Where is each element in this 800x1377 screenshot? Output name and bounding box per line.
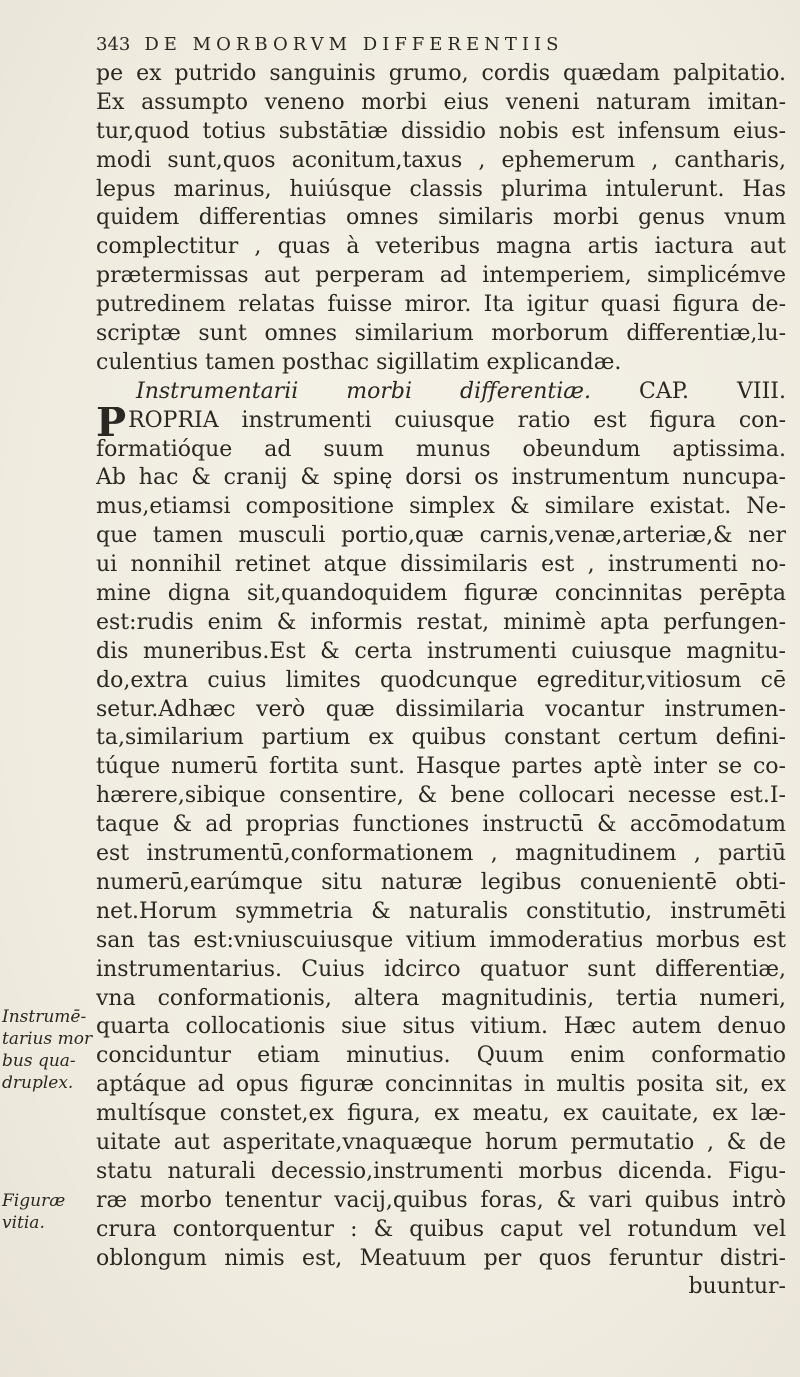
text-line: vna conformationis, altera magnitudinis, tertia numeri, bbox=[96, 985, 786, 1011]
text-line: culentius tamen posthac sigillatim explicandæ. bbox=[96, 349, 622, 375]
chapter-label: CAP. VIII. bbox=[638, 378, 786, 404]
text-line: scriptæ sunt omnes similarium morborum differentiæ,lu- bbox=[96, 321, 786, 347]
page-number: 343 bbox=[96, 34, 131, 55]
text-line: ræ morbo tenentur vacij,quibus foras, & vari quibus intrò bbox=[96, 1187, 786, 1213]
text-line: est:rudis enim & informis restat, minimè apta perfungen- bbox=[96, 609, 786, 635]
text-line: que tamen musculi portio,quæ carnis,venæ,arteriæ,& ner bbox=[96, 523, 786, 549]
text-line: mus,etiamsi compositione simplex & similare existat. Ne- bbox=[96, 494, 786, 520]
text-line: oblongum nimis est, Meatuum per quos feruntur distri- bbox=[96, 1245, 786, 1271]
text-line: tur,quod totius substātiæ dissidio nobis est infensum eius- bbox=[96, 118, 786, 144]
text-line: modi sunt,quos aconitum,taxus , ephemerum , cantharis, bbox=[96, 147, 786, 173]
text-line: mine digna sit,quandoquidem figuræ concinnitas perēpta bbox=[96, 581, 786, 607]
text-line: instrumentarius. Cuius idcirco quatuor sunt differentiæ, bbox=[96, 956, 786, 982]
running-title: DE MORBORVM DIFFERENTIIS bbox=[144, 34, 564, 55]
text-line: ui nonnihil retinet atque dissimilaris est , instrumenti no- bbox=[96, 552, 786, 578]
body-text bbox=[96, 60, 786, 1302]
text-line: multísque constet,ex figura, ex meatu, ex cauitate, ex læ- bbox=[96, 1101, 786, 1127]
text-line: túque numerū fortita sunt. Hasque partes aptè inter se co- bbox=[96, 754, 786, 780]
text-line: taque & ad proprias functiones instructū & accōmodatum bbox=[96, 812, 786, 838]
text-line: ta,similarium partium ex quibus constant certum defini- bbox=[96, 725, 786, 751]
running-header bbox=[96, 34, 786, 55]
text-line: Ex assumpto veneno morbi eius veneni naturam imitan- bbox=[96, 89, 786, 115]
text-line: quarta collocationis siue situs vitium. Hæc autem denuo bbox=[96, 1014, 786, 1040]
section-title: Instrumentarii morbi differentiæ. bbox=[136, 378, 591, 404]
text-line-content: ROPRIA instrumenti cuiusque ratio est figura con- bbox=[128, 407, 786, 433]
text-line: dis muneribus.Est & certa instrumenti cuiusque magnitu- bbox=[96, 638, 786, 664]
text-line: san tas est:vniuscuiusque vitium immoderatius morbus est bbox=[96, 927, 786, 953]
text-line: setur.Adhæc verò quæ dissimilaria vocantur instrumen- bbox=[96, 696, 786, 722]
text-line: pe ex putrido sanguinis grumo, cordis quædam palpitatio. bbox=[96, 61, 786, 86]
text-line: quidem differentias omnes similaris morbi genus vnum bbox=[96, 205, 786, 231]
text-line: statu naturali decessio,instrumenti morbus dicenda. Figu- bbox=[96, 1158, 786, 1184]
text-line: Ab hac & cranij & spinę dorsi os instrumentum nuncupa- bbox=[96, 465, 786, 491]
text-line: crura contorquentur : & quibus caput vel rotundum vel bbox=[96, 1216, 786, 1242]
chapter-heading bbox=[96, 378, 786, 407]
text-line: aptáque ad opus figuræ concinnitas in multis posita sit, ex bbox=[96, 1072, 786, 1098]
text-line: formatióque ad suum munus obeundum aptissima. bbox=[96, 436, 786, 462]
text-line: hærere,sibique consentire, & bene collocari necesse est.I- bbox=[96, 783, 786, 809]
text-line: net.Horum symmetria & naturalis constitutio, instrumēti bbox=[96, 898, 786, 924]
text-line: lepus marinus, huiúsque classis plurima intulerunt. Has bbox=[96, 176, 786, 202]
margin-note: Instrumē-tarius mor bus qua-druplex. bbox=[2, 1007, 93, 1093]
text-line: numerū,earúmque situ naturæ legibus conuenientē obti- bbox=[96, 869, 786, 895]
drop-cap: P bbox=[96, 406, 127, 436]
text-line: complectitur , quas à veteribus magna artis iactura aut bbox=[96, 234, 786, 260]
text-line: est instrumentū,conformationem , magnitudinem , partiū bbox=[96, 841, 786, 867]
text-line: putredinem relatas fuisse miror. Ita igitur quasi figura de- bbox=[96, 292, 786, 318]
text-line: do,extra cuius limites quodcunque egreditur,vitiosum cē bbox=[96, 667, 786, 693]
margin-note: Figuræ vitia. bbox=[2, 1191, 66, 1233]
catchword: buuntur- bbox=[688, 1274, 786, 1300]
text-line: uitate aut asperitate,vnaquæque horum permutatio , & de bbox=[96, 1129, 786, 1155]
text-line: conciduntur etiam minutius. Quum enim conformatio bbox=[96, 1043, 786, 1069]
text-line: prætermissas aut perperam ad intemperiem, simplicémve bbox=[96, 263, 786, 289]
text-line bbox=[96, 407, 786, 436]
